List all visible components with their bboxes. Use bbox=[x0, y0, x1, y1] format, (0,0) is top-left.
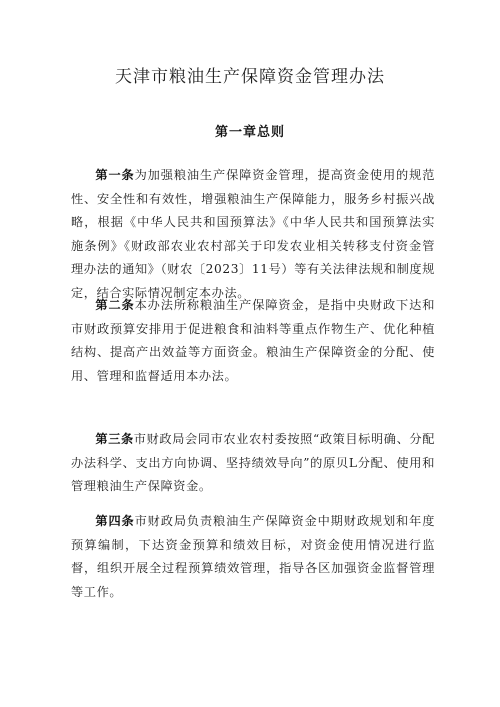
article-label: 第三条 bbox=[95, 432, 134, 446]
article-paragraph bbox=[71, 294, 435, 388]
chapter-title: 第一章总则 bbox=[214, 125, 285, 140]
article-text: 市财政局会同市农业农村委按照“政策目标明确、分配办法科学、支出方向协调、坚持绩效导向”的原贝L分配、使用和管理粮油生产保障资金。 bbox=[71, 432, 435, 494]
article-paragraph bbox=[71, 428, 435, 499]
article-paragraph bbox=[71, 510, 435, 604]
article-label: 第一条 bbox=[95, 168, 135, 182]
document-title: 天津市粮油生产保障资金管理办法 bbox=[115, 67, 385, 87]
article-paragraph bbox=[71, 164, 435, 306]
article-text: 市财政局负责粮油生产保障资金中期财政规划和年度预算编制，下达资金预算和绩效目标，对资金使用情况进行监督，组织开展全过程预算绩效管理，指导各区加强资金监督管理等工作。 bbox=[71, 514, 435, 599]
article-label: 第二条 bbox=[95, 298, 135, 312]
article-label: 第四条 bbox=[95, 514, 135, 528]
article-text: 本办法所称粮油生产保障资金，是指中央财政下达和市财政预算安排用于促进粮食和油料等重点作物生产、优化种植结构、提高产出效益等方面资金。粮油生产保障资金的分配、使用、管理和监督适用本办法。 bbox=[71, 298, 435, 383]
article-text: 为加强粮油生产保障资金管理，提高资金使用的规范性、安全性和有效性，增强粮油生产保障能力，服务乡村振兴战略，根据《中华人民共和国预算法》《中华人民共和国预算法实施条例》《财政部农业农村部关于印发农业相关转移支付资金管理办法的通知》（财农〔2023〕11号）等有关法律法规和制度规定，结合实际情况制定本办法。 bbox=[71, 168, 435, 300]
